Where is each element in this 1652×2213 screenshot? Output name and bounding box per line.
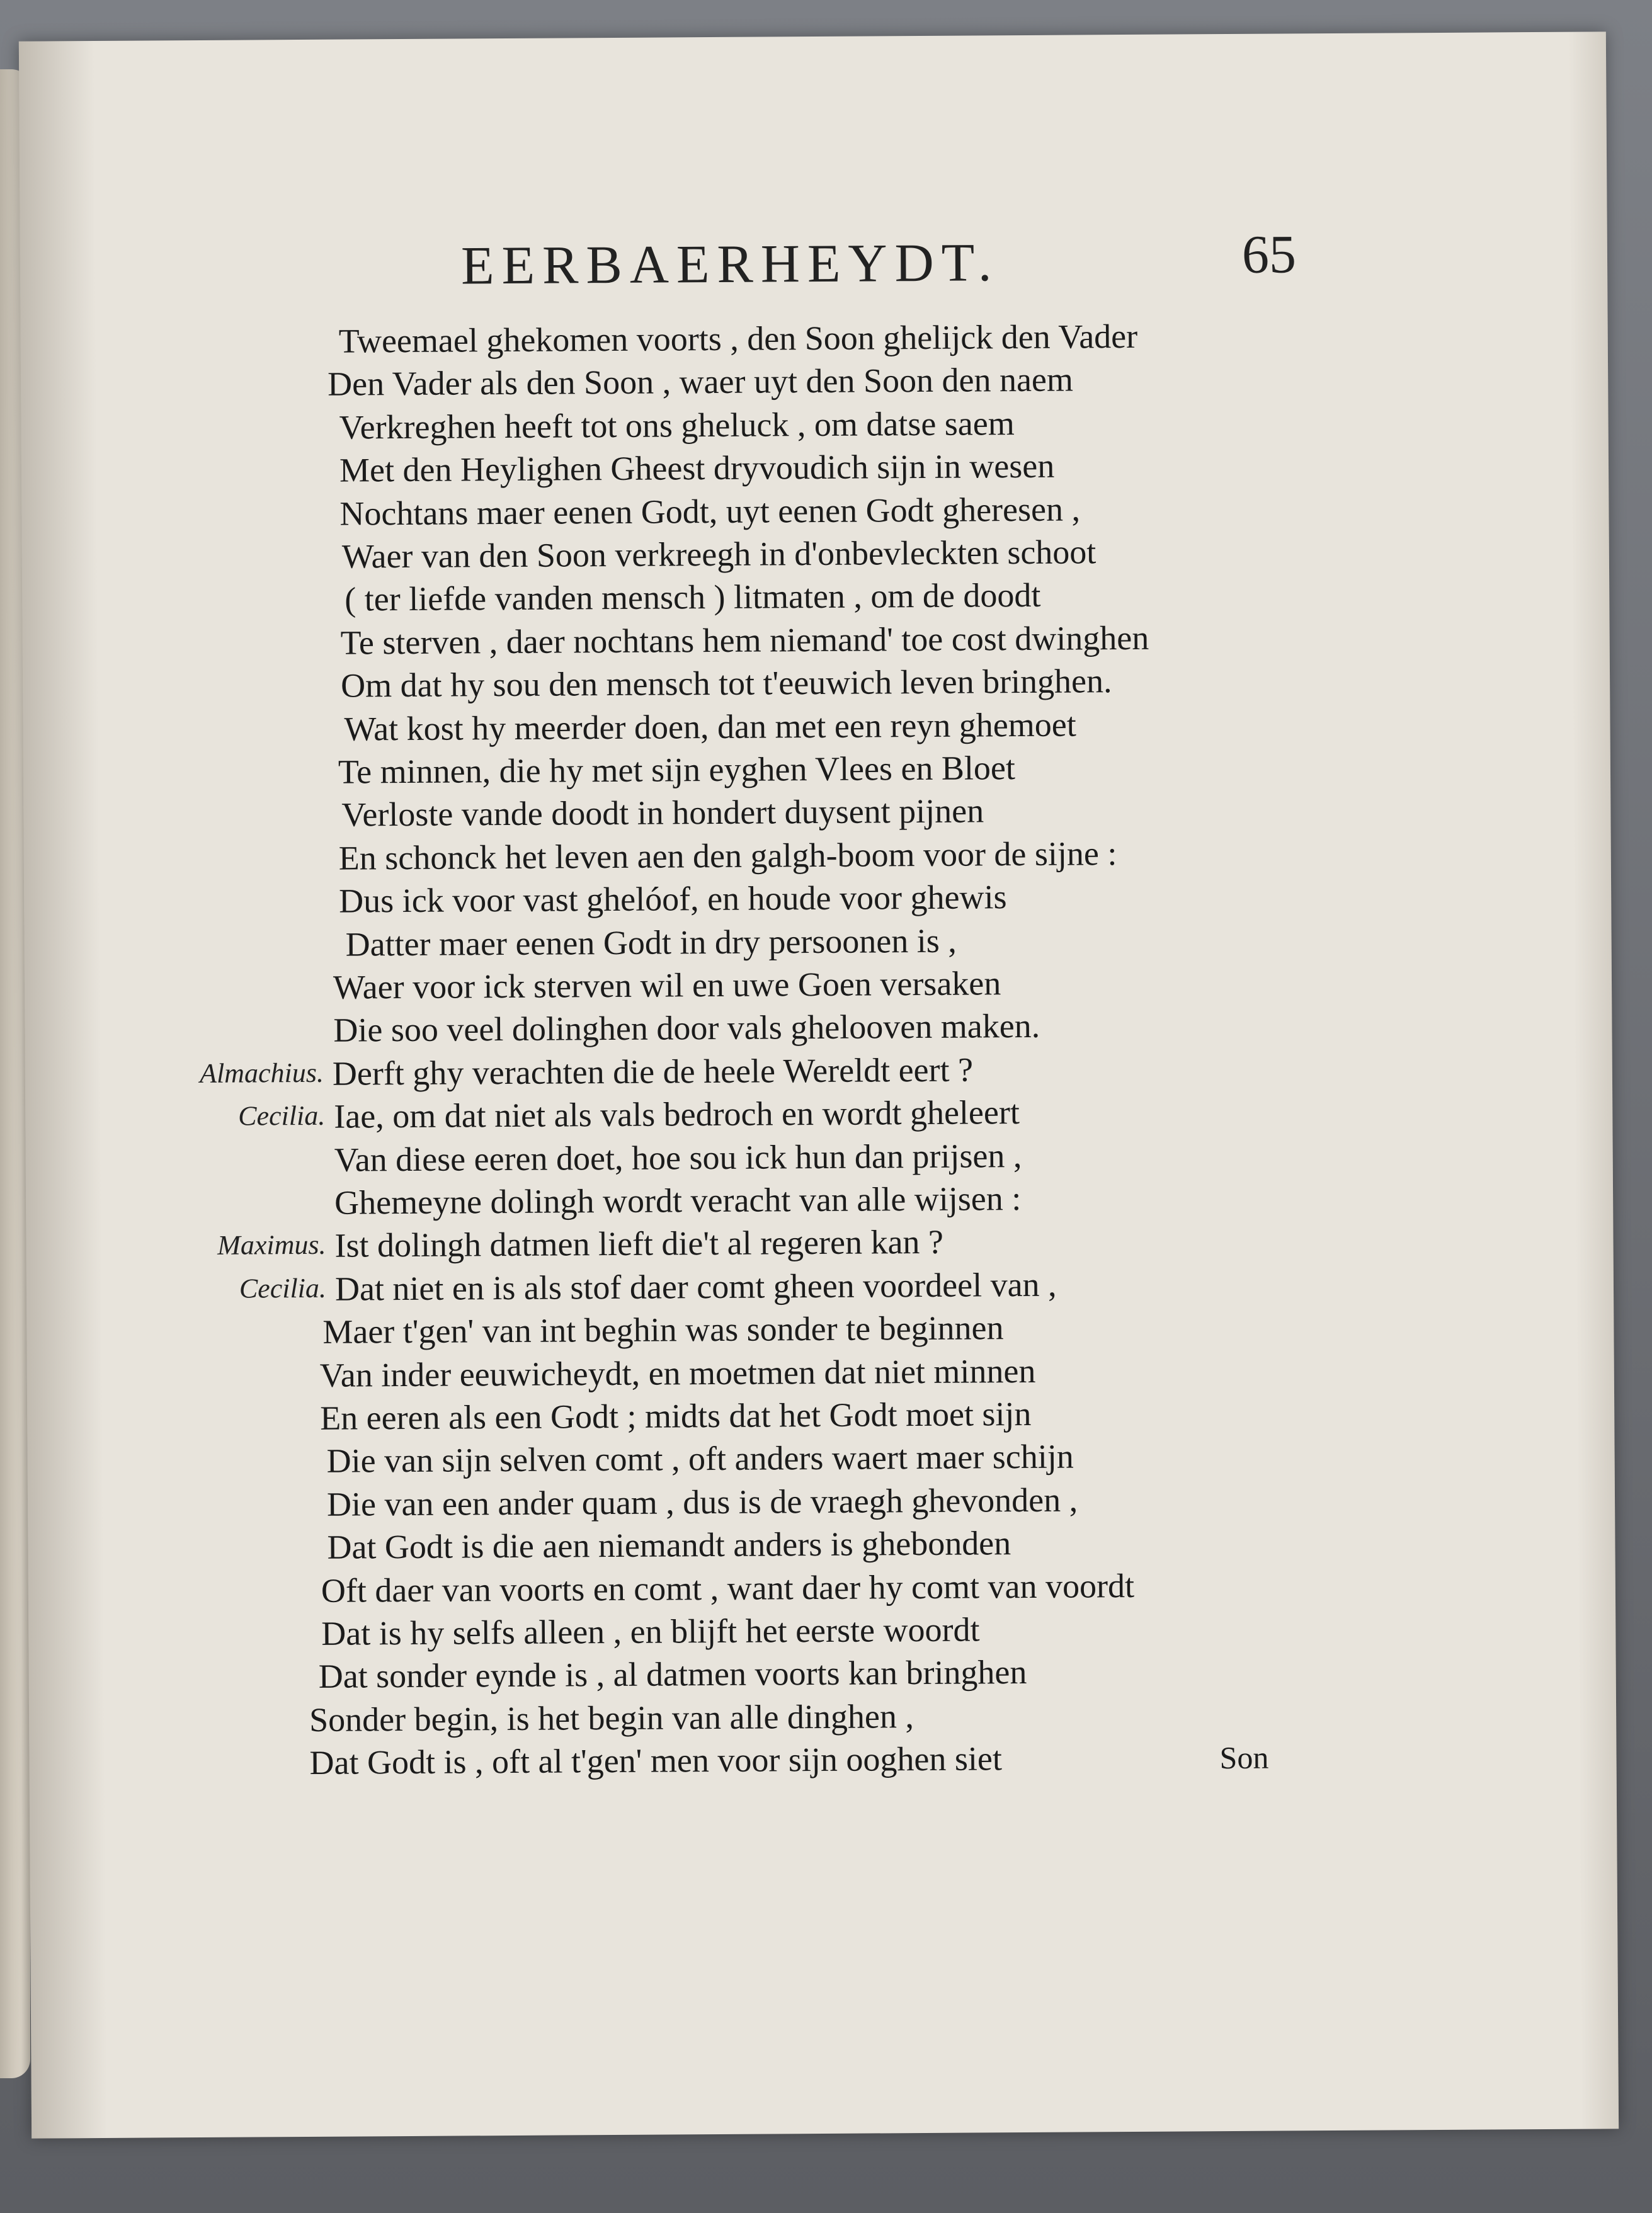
verse-line: Te sterven , daer nochtans hem niemand' toe cost dwinghen bbox=[340, 618, 1149, 662]
verse-line: Oft daer van voorts en comt , want daer hy comt van voordt bbox=[321, 1566, 1135, 1610]
verse-line: Die van een ander quam , dus is de vraegh ghevonden , bbox=[326, 1481, 1078, 1523]
verse-line: Dat sonder eynde is , al datmen voorts kan bringhen bbox=[318, 1653, 1027, 1695]
verse-line: Van inder eeuwicheydt, en moetmen dat niet minnen bbox=[319, 1351, 1036, 1394]
verse-line: Tweemael ghekomen voorts , den Soon ghelijck den Vader bbox=[338, 317, 1138, 360]
verse-line: Ist dolingh datmen lieft die't al regeren kan ? bbox=[334, 1222, 944, 1265]
page-header bbox=[461, 222, 1343, 304]
book-page bbox=[19, 31, 1619, 2138]
verse-line: Dus ick voor vast ghelóof, en houde voor ghewis bbox=[339, 878, 1007, 920]
verse-line: Sonder begin, is het begin van alle dinghen , bbox=[309, 1697, 914, 1739]
verse-line: Die soo veel dolinghen door vals ghelooven maken. bbox=[333, 1006, 1040, 1049]
verse-line: Wat kost hy meerder doen, dan met een reyn ghemoet bbox=[344, 705, 1076, 748]
verse-line: Van diese eeren doet, hoe sou ick hun dan prijsen , bbox=[334, 1137, 1022, 1179]
verse-line: ( ter liefde vanden mensch ) litmaten , om de doodt bbox=[345, 576, 1041, 618]
verse-line: Te minnen, die hy met sijn eyghen Vlees en Bloet bbox=[338, 749, 1016, 791]
verse-line: En schonck het leven aen den galgh-boom voor de sijne : bbox=[338, 834, 1117, 877]
verse-line: Maer t'gen' van int beghin was sonder te beginnen bbox=[322, 1309, 1004, 1351]
verse-line: Om dat hy sou den mensch tot t'eeuwich leven bringhen. bbox=[340, 662, 1112, 705]
verse-line: Nochtans maer eenen Godt, uyt eenen Godt gheresen , bbox=[339, 490, 1081, 533]
verse-line: Met den Heylighen Gheest dryvoudich sijn in wesen bbox=[339, 447, 1055, 489]
verse-line: Dat Godt is , oft al t'gen' men voor sijn ooghen siet bbox=[309, 1739, 1003, 1782]
running-title: EERBAERHEYDT. bbox=[460, 232, 1000, 296]
verse-line: Waer voor ick sterven wil en uwe Goen versaken bbox=[333, 964, 1001, 1006]
verse-line: Waer van den Soon verkreegh in d'onbevleckten schoot bbox=[341, 533, 1097, 576]
verse-line: Dat Godt is die aen niemandt anders is ghebonden bbox=[327, 1524, 1011, 1566]
speaker-name: Cecilia. bbox=[238, 1100, 326, 1132]
verse-line: Datter maer eenen Godt in dry persoonen is , bbox=[345, 921, 957, 964]
speaker-name: Almachius. bbox=[199, 1057, 324, 1089]
verse-line: Derft ghy verachten die de heele Wereldt eert ? bbox=[332, 1050, 974, 1093]
verse-line: Iae, om dat niet als vals bedroch en wordt gheleert bbox=[334, 1093, 1020, 1135]
verse-line: Verloste vande doodt in hondert duysent pijnen bbox=[341, 792, 984, 834]
page-number: 65 bbox=[1241, 224, 1297, 285]
verse-line: En eeren als een Godt ; midts dat het Godt moet sijn bbox=[320, 1394, 1032, 1437]
verse-line: Dat niet en is als stof daer comt gheen voordeel van , bbox=[334, 1265, 1057, 1308]
verse-line: Die van sijn selven comt , oft anders waert maer schijn bbox=[326, 1437, 1074, 1480]
speaker-name: Cecilia. bbox=[239, 1272, 327, 1304]
catchword: Son bbox=[1219, 1739, 1269, 1776]
verse-line: Dat is hy selfs alleen , en blijft het eerste woordt bbox=[321, 1610, 980, 1653]
verse-line: Verkreghen heeft tot ons gheluck , om datse saem bbox=[339, 404, 1015, 447]
verse-line: Ghemeyne dolingh wordt veracht van alle wijsen : bbox=[334, 1180, 1022, 1222]
speaker-name: Maximus. bbox=[217, 1229, 326, 1261]
verse-line: Den Vader als den Soon , waer uyt den Soon den naem bbox=[328, 360, 1074, 403]
